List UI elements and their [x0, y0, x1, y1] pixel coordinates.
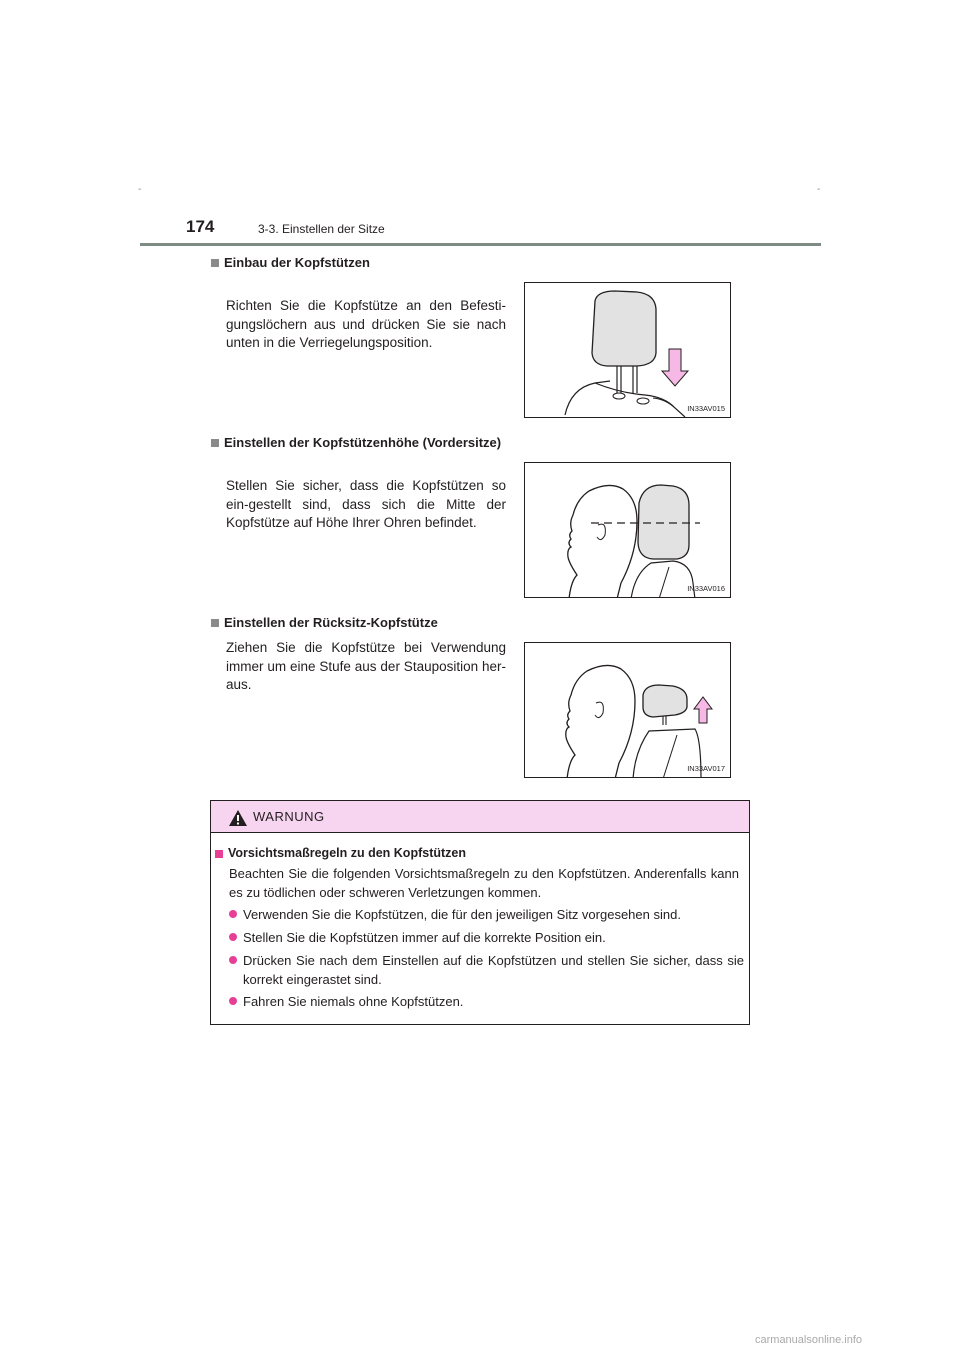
- headrest-install-illustration: [525, 283, 731, 418]
- warning-bullet: [229, 905, 744, 924]
- warning-box: [210, 800, 750, 1025]
- heading-ruecksitz: [211, 615, 438, 631]
- figure-headrest-install: [524, 282, 731, 418]
- paragraph-einbau: Richten Sie die Kopfstütze an den Befesti-gungslöchern aus und drücken Sie sie nach unten in die Verriegelungsposition.: [226, 298, 506, 350]
- figure-code: IN33AV016: [687, 583, 725, 593]
- warning-bullet: [229, 928, 744, 947]
- bullet-text: Verwenden Sie die Kopfstützen, die für den jeweiligen Sitz vorgesehen sind.: [243, 907, 681, 922]
- heading-text: Einstellen der Kopfstützenhöhe (Vordersitze): [224, 435, 502, 450]
- bullet-dot-icon: [229, 933, 237, 941]
- rear-headrest-illustration: [525, 643, 731, 778]
- section-title: 3-3. Einstellen der Sitze: [258, 222, 385, 236]
- page-number: 174: [186, 217, 215, 236]
- figure-rear-headrest: [524, 642, 731, 778]
- headrest-height-illustration: [525, 463, 731, 598]
- paragraph-kopfstuetzenhoehe: Stellen Sie sicher, dass die Kopfstützen so ein-gestellt sind, dass sich die Mitte der Kopfstütze auf Höhe Ihrer Ohren befindet.: [226, 478, 506, 530]
- square-bullet-icon: [211, 619, 219, 627]
- warning-bullet: [229, 951, 744, 989]
- bullet-text: Drücken Sie nach dem Einstellen auf die Kopfstützen und stellen Sie sicher, dass sie korrekt eingerastet sind.: [243, 953, 744, 987]
- bullet-dot-icon: [229, 910, 237, 918]
- crop-mark-left: -: [138, 184, 142, 195]
- figure-code: IN33AV017: [687, 763, 725, 773]
- warning-title: WARNUNG: [253, 809, 325, 824]
- heading-text: Einstellen der Rücksitz-Kopfstütze: [224, 615, 438, 630]
- warning-intro: Beachten Sie die folgenden Vorsichtsmaßregeln zu den Kopfstützen. Anderenfalls kann es zu tödlichen oder schweren Verletzungen kommen.: [229, 866, 739, 900]
- crop-mark-right: -: [817, 184, 821, 195]
- warning-heading: [215, 846, 466, 861]
- heading-einbau: [211, 255, 370, 271]
- heading-text: Einbau der Kopfstützen: [224, 255, 370, 270]
- figure-headrest-height: [524, 462, 731, 598]
- figure-code: IN33AV015: [687, 403, 725, 413]
- bullet-text: Stellen Sie die Kopfstützen immer auf die korrekte Position ein.: [243, 930, 606, 945]
- square-bullet-icon: [211, 259, 219, 267]
- warning-bullet: [229, 992, 744, 1011]
- bullet-text: Fahren Sie niemals ohne Kopfstützen.: [243, 994, 464, 1009]
- watermark: carmanualsonline.info: [755, 1334, 863, 1346]
- square-bullet-icon: [211, 439, 219, 447]
- square-bullet-icon: [215, 850, 223, 858]
- header-rule: [140, 243, 821, 246]
- warning-heading-text: Vorsichtsmaßregeln zu den Kopfstützen: [228, 846, 466, 860]
- heading-kopfstuetzenhoehe: [211, 435, 501, 451]
- warning-triangle-icon: [228, 809, 248, 827]
- warning-header: [211, 801, 749, 833]
- paragraph-ruecksitz: Ziehen Sie die Kopfstütze bei Verwendung immer um eine Stufe aus der Stauposition her-aus.: [226, 640, 506, 692]
- bullet-dot-icon: [229, 997, 237, 1005]
- bullet-dot-icon: [229, 956, 237, 964]
